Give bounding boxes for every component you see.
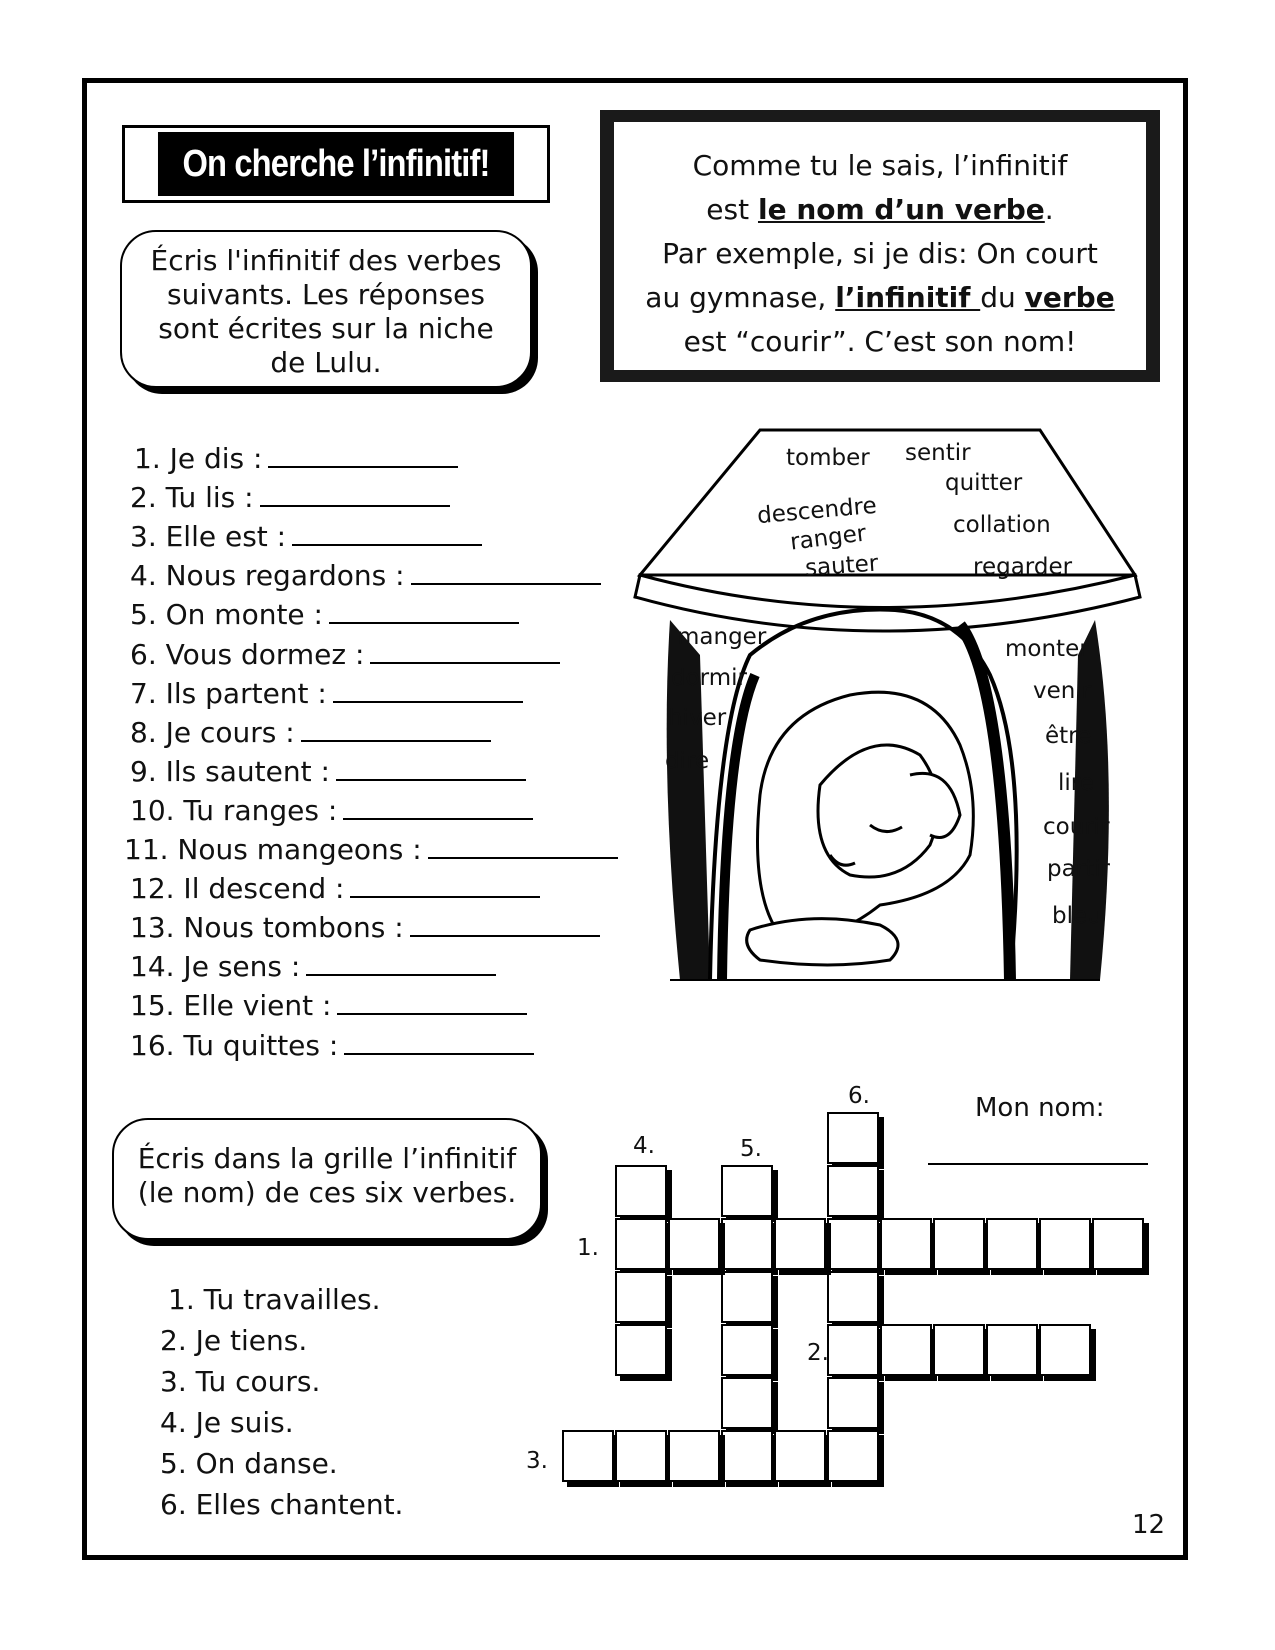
- instruction-line: sont écrites sur la niche: [158, 312, 494, 345]
- crossword-cell[interactable]: [562, 1430, 614, 1482]
- exercise-item: [130, 987, 527, 1022]
- answer-blank[interactable]: [260, 479, 450, 507]
- crossword-cell[interactable]: [827, 1271, 879, 1323]
- page-number: 12: [1132, 1510, 1166, 1540]
- exercise-label: 11. Nous mangeons :: [124, 833, 422, 866]
- word-partir: partir: [1047, 856, 1111, 882]
- answer-blank[interactable]: [306, 948, 496, 976]
- clue-item: 3. Tu cours.: [160, 1365, 321, 1398]
- word-regarder: regarder: [973, 554, 1073, 580]
- info-line-3: Par exemple, si je dis: On court: [662, 237, 1098, 270]
- answer-blank[interactable]: [370, 636, 560, 664]
- answer-blank[interactable]: [428, 831, 618, 859]
- exercise-label: 6. Vous dormez :: [130, 637, 365, 671]
- exercise-label: 16. Tu quittes :: [130, 1028, 339, 1062]
- crossword-cell[interactable]: [668, 1430, 720, 1482]
- crossword-cell[interactable]: [721, 1165, 773, 1217]
- exercise-label: 13. Nous tombons :: [130, 911, 404, 945]
- exercise-item: [134, 440, 458, 475]
- answer-blank[interactable]: [337, 987, 527, 1015]
- clue-item: 4. Je suis.: [160, 1406, 294, 1439]
- instruction-line: Écris dans la grille l’infinitif: [137, 1142, 517, 1175]
- clue-item: 1. Tu travailles.: [168, 1283, 381, 1316]
- instruction-line: suivants. Les réponses: [167, 278, 485, 311]
- crossword-cell[interactable]: [827, 1112, 879, 1164]
- crossword-cell[interactable]: [986, 1324, 1038, 1376]
- page-title: On cherche l’infinitif!: [158, 132, 514, 196]
- exercise-item: [130, 596, 519, 631]
- crossword-cell[interactable]: [827, 1165, 879, 1217]
- word-tomber: tomber: [786, 445, 870, 471]
- info-line-2: [614, 188, 1146, 232]
- info-text-part: .: [1044, 193, 1054, 226]
- crossword-cell[interactable]: [615, 1324, 667, 1376]
- info-emphasis: l’infinitif: [835, 281, 981, 314]
- word-ranger: ranger: [788, 520, 868, 556]
- crossword-cell[interactable]: [827, 1377, 879, 1429]
- crossword-cell[interactable]: [774, 1430, 826, 1482]
- word-sentir: sentir: [905, 440, 971, 466]
- crossword-cell[interactable]: [880, 1218, 932, 1270]
- answer-blank[interactable]: [410, 909, 600, 937]
- exercise-item: [124, 831, 618, 866]
- answer-blank[interactable]: [350, 870, 540, 898]
- answer-blank[interactable]: [336, 753, 526, 781]
- exercise-item: [130, 518, 482, 553]
- crossword-instructions-bubble: [112, 1118, 542, 1240]
- crossword-cell[interactable]: [827, 1324, 879, 1376]
- exercise-label: 15. Elle vient :: [130, 989, 332, 1023]
- crossword-cell[interactable]: [1092, 1218, 1144, 1270]
- exercise-label: 5. On monte :: [130, 598, 323, 632]
- word-collation: collation: [953, 512, 1051, 538]
- crossword-cell[interactable]: [774, 1218, 826, 1270]
- name-label: Mon nom:: [975, 1093, 1105, 1123]
- exercise-label: 9. Ils sautent :: [130, 754, 330, 788]
- crossword-cell[interactable]: [933, 1218, 985, 1270]
- word-quitter: quitter: [945, 470, 1023, 496]
- answer-blank[interactable]: [344, 1027, 534, 1055]
- crossword-cell[interactable]: [721, 1218, 773, 1270]
- info-text-part: est: [706, 193, 758, 226]
- info-line-1: Comme tu le sais, l’infinitif: [692, 149, 1068, 182]
- crossword-cell[interactable]: [880, 1324, 932, 1376]
- info-text-part: au gymnase,: [645, 281, 836, 314]
- crossword-cell[interactable]: [1039, 1324, 1091, 1376]
- exercise-label: 7. Ils partent :: [130, 676, 327, 710]
- exercise-label: 14. Je sens :: [130, 950, 301, 984]
- crossword-cell[interactable]: [827, 1218, 879, 1270]
- info-line-4: [614, 276, 1146, 320]
- crossword-cell[interactable]: [721, 1377, 773, 1429]
- clue-number-1: 1.: [577, 1235, 599, 1261]
- clue-item: 6. Elles chantent.: [160, 1488, 404, 1521]
- instruction-line: de Lulu.: [270, 346, 382, 379]
- exercise-item: [130, 870, 540, 905]
- exercise-item: [130, 792, 533, 827]
- title-banner: [122, 125, 550, 203]
- clue-number-6: 6.: [848, 1083, 870, 1109]
- exercise-item: [130, 909, 600, 944]
- instruction-line: (le nom) de ces six verbes.: [137, 1176, 517, 1209]
- clue-item: 2. Je tiens.: [160, 1324, 308, 1357]
- info-line-5: est “courir”. C’est son nom!: [683, 325, 1077, 358]
- info-text: [614, 122, 1146, 370]
- answer-blank[interactable]: [268, 440, 458, 468]
- exercise-item: [130, 675, 523, 710]
- crossword-cell[interactable]: [721, 1271, 773, 1323]
- crossword-cell[interactable]: [615, 1218, 667, 1270]
- clue-item: 5. On danse.: [160, 1447, 338, 1480]
- crossword-cell[interactable]: [668, 1218, 720, 1270]
- word-bleu: bleu: [1052, 903, 1102, 929]
- answer-blank[interactable]: [301, 714, 491, 742]
- crossword-cell[interactable]: [615, 1165, 667, 1217]
- exercise-item: [130, 636, 560, 671]
- info-emphasis: verbe: [1024, 281, 1115, 314]
- word-monter: monter: [1005, 636, 1089, 662]
- info-emphasis: le nom d’un verbe: [757, 193, 1045, 226]
- crossword-cell[interactable]: [615, 1271, 667, 1323]
- word-etre: être: [1045, 723, 1092, 749]
- exercise-item: [130, 948, 496, 983]
- exercise-item: [130, 557, 601, 592]
- exercise-label: 1. Je dis :: [134, 442, 263, 475]
- word-sauter: sauter: [804, 550, 880, 582]
- crossword-cell[interactable]: [721, 1324, 773, 1376]
- word-courir: courir: [1043, 814, 1110, 840]
- answer-blank[interactable]: [343, 792, 533, 820]
- crossword-cell[interactable]: [721, 1430, 773, 1482]
- exercise-label: 3. Elle est :: [130, 520, 287, 554]
- exercise-item: [130, 714, 491, 749]
- crossword-cell[interactable]: [827, 1430, 879, 1482]
- word-lire: lire: [1058, 770, 1094, 796]
- clue-number-4: 4.: [633, 1133, 655, 1159]
- exercise-item: [130, 1027, 534, 1062]
- exercise-item: [130, 753, 526, 788]
- word-descendre: descendre: [756, 492, 878, 530]
- exercise-label: 12. Il descend :: [130, 872, 345, 906]
- word-dire: dire: [665, 748, 710, 774]
- answer-blank[interactable]: [292, 518, 482, 546]
- answer-blank[interactable]: [411, 557, 601, 585]
- name-field[interactable]: [928, 1163, 1148, 1165]
- exercise-label: 10. Tu ranges :: [130, 793, 338, 827]
- word-dormir: dormir: [671, 665, 747, 691]
- crossword-cell[interactable]: [615, 1430, 667, 1482]
- exercise-item: [130, 479, 450, 514]
- instructions-bubble: [120, 230, 532, 388]
- exercise-label: 2. Tu lis :: [130, 481, 254, 515]
- crossword-cell[interactable]: [933, 1324, 985, 1376]
- word-hiver: hiver: [668, 705, 727, 731]
- crossword-cell[interactable]: [1039, 1218, 1091, 1270]
- answer-blank[interactable]: [329, 596, 519, 624]
- instruction-line: Écris l'infinitif des verbes: [150, 244, 502, 277]
- clue-number-2: 2.: [807, 1340, 829, 1366]
- crossword-cell[interactable]: [986, 1218, 1038, 1270]
- word-manger: manger: [677, 624, 767, 650]
- exercise-label: 4. Nous regardons :: [130, 559, 405, 593]
- exercise-label: 8. Je cours :: [130, 715, 295, 749]
- word-venir: venir: [1033, 678, 1092, 704]
- info-text-part: du: [980, 281, 1025, 314]
- answer-blank[interactable]: [333, 675, 523, 703]
- clue-number-3: 3.: [526, 1448, 548, 1474]
- info-box: [600, 110, 1160, 382]
- clue-number-5: 5.: [740, 1136, 762, 1162]
